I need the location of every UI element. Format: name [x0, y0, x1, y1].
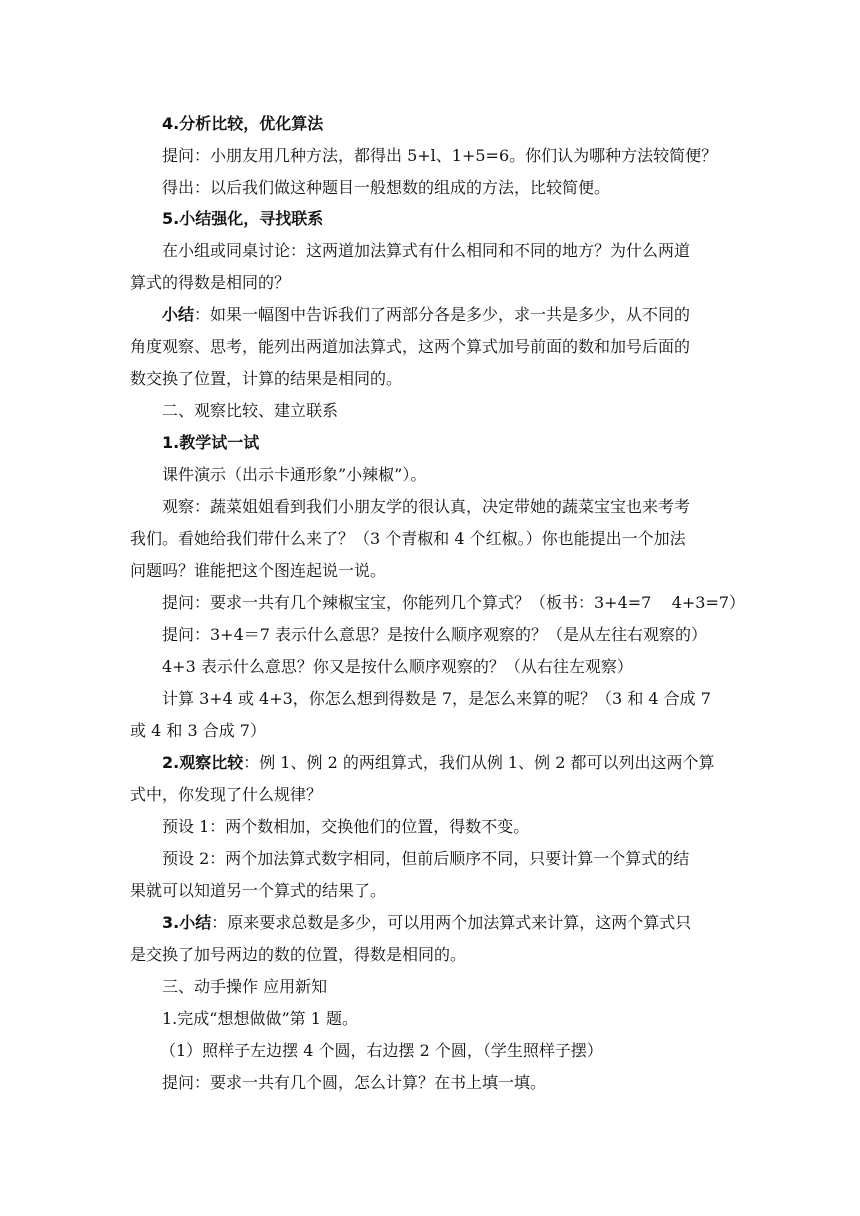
paragraph-summary-line1	[162, 305, 860, 325]
paragraph-question-order: 4+3 表示什么意思？你又是按什么顺序观察的？（从右往左观察）	[162, 657, 633, 676]
section-heading-observe-compare: 二、观察比较、建立联系	[162, 401, 339, 420]
paragraph-summary2-line2: 是交换了加号两边的数的位置，得数是相同的。	[130, 945, 467, 964]
paragraph-calculate-line2: 或 4 和 3 合成 7）	[130, 721, 266, 740]
paragraph-question-meaning: 提问：3+4＝7 表示什么意思？是按什么顺序观察的？（是从左往右观察的）	[162, 625, 708, 644]
paragraph-calculate-line1: 计算 3+4 或 4+3，你怎么想到得数是 7，是怎么来算的呢？（3 和 4 合成 7	[162, 689, 711, 708]
heading-teach-try: 1.教学试一试	[162, 433, 260, 452]
summary-label: 小结	[162, 305, 195, 324]
paragraph-preset-2-line1: 预设 2：两个加法算式数字相同，但前后顺序不同，只要计算一个算式的结	[162, 849, 690, 868]
section-heading-hands-on: 三、动手操作 应用新知	[162, 977, 328, 996]
paragraph-compare-line1	[162, 753, 860, 773]
summary2-text: ：原来要求总数是多少，可以用两个加法算式来计算，这两个算式只	[211, 913, 692, 932]
paragraph-conclusion-simple: 得出：以后我们做这种题目一般想数的组成的方法，比较简便。	[162, 178, 611, 197]
paragraph-exercise-1: 1.完成“想想做做”第 1 题。	[162, 1009, 358, 1028]
paragraph-compare-line2: 式中，你发现了什么规律？	[130, 785, 323, 804]
paragraph-question-circles: 提问：要求一共有几个圆，怎么计算？在书上填一填。	[162, 1073, 547, 1092]
paragraph-discussion-line1: 在小组或同桌讨论：这两道加法算式有什么相同和不同的地方？为什么两道	[162, 241, 691, 260]
summary2-label: 3.小结	[162, 913, 212, 932]
paragraph-courseware: 课件演示（出示卡通形象”小辣椒”）。	[162, 465, 427, 484]
paragraph-exercise-1-part1: （1）照样子左边摆 4 个圆，右边摆 2 个圆，（学生照样子摆）	[160, 1041, 603, 1060]
paragraph-summary2-line1	[162, 913, 860, 933]
paragraph-question-expressions: 提问：要求一共有几个辣椒宝宝，你能列几个算式？（板书：3+4=7 4+3=7）	[162, 593, 746, 612]
paragraph-summary-line3: 数交换了位置，计算的结果是相同的。	[130, 369, 403, 388]
heading-analyze-compare: 4.分析比较，优化算法	[162, 114, 324, 133]
summary-text: ：如果一幅图中告诉我们了两部分各是多少，求一共是多少，从不同的	[194, 305, 691, 324]
paragraph-summary-line2: 角度观察、思考，能列出两道加法算式，这两个算式加号前面的数和加号后面的	[130, 337, 691, 356]
paragraph-question-methods: 提问：小朋友用几种方法，都得出 5+l、1+5=6。你们认为哪种方法较简便？	[162, 146, 718, 165]
paragraph-observe-line1: 观察：蔬菜姐姐看到我们小朋友学的很认真，决定带她的蔬菜宝宝也来考考	[162, 497, 691, 516]
compare-label: 2.观察比较	[162, 753, 244, 772]
paragraph-preset-2-line2: 果就可以知道另一个算式的结果了。	[130, 881, 387, 900]
paragraph-observe-line2: 我们。看她给我们带什么来了？（3 个青椒和 4 个红椒。）你也能提出一个加法	[130, 529, 686, 548]
paragraph-discussion-line2: 算式的得数是相同的？	[130, 273, 291, 292]
heading-summary-connection: 5.小结强化，寻找联系	[162, 209, 324, 228]
paragraph-observe-line3: 问题吗？谁能把这个图连起说一说。	[130, 561, 387, 580]
paragraph-preset-1: 预设 1：两个数相加，交换他们的位置，得数不变。	[162, 817, 530, 836]
compare-text: ：例 1、例 2 的两组算式，我们从例 1、例 2 都可以列出这两个算	[243, 753, 715, 772]
